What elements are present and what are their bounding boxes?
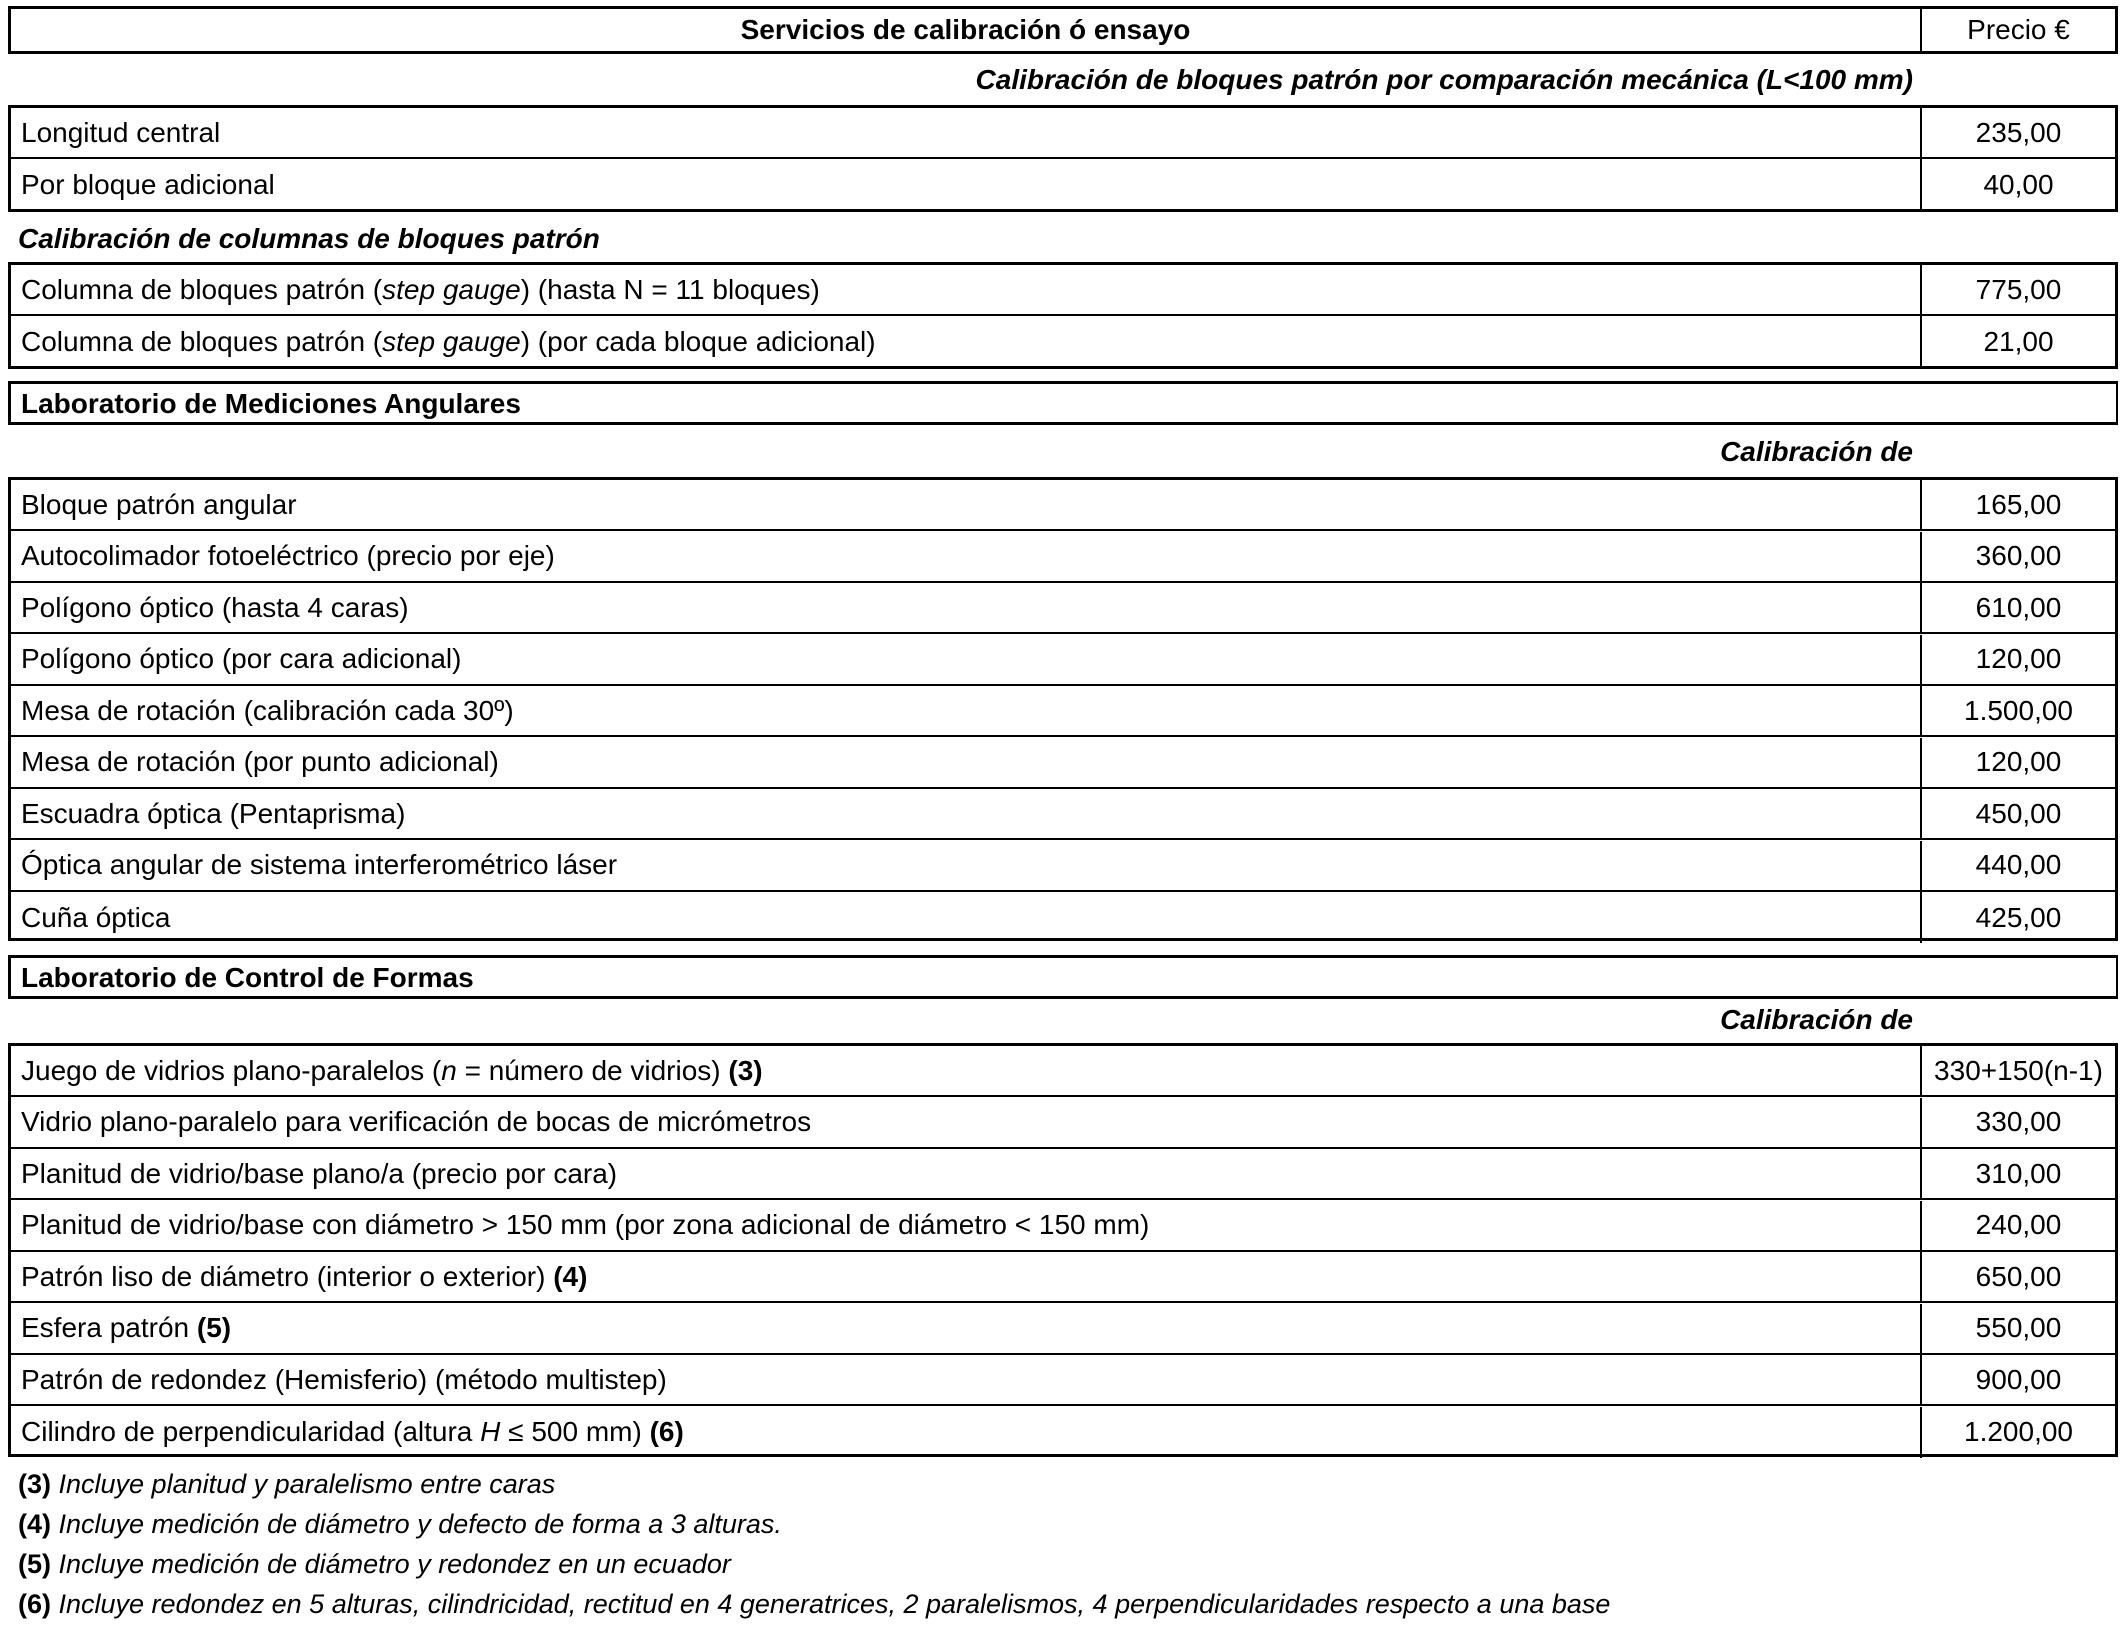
table-row	[11, 1046, 2115, 1097]
table-row	[11, 532, 2115, 583]
footnote: (3) Incluye planitud y paralelismo entre caras	[18, 1469, 556, 1499]
row-description: Mesa de rotación (calibración cada 30º)	[11, 686, 1922, 735]
column-header-price: Precio €	[1967, 14, 2070, 45]
row-price: 550,00	[1975, 1312, 2062, 1343]
row-price: 120,00	[1975, 746, 2062, 777]
row-description: Patrón de redondez (Hemisferio) (método multistep)	[11, 1355, 1922, 1404]
row-description: Planitud de vidrio/base plano/a (precio por cara)	[11, 1149, 1922, 1198]
row-description: Por bloque adicional	[11, 159, 1922, 210]
footnote: (5) Incluye medición de diámetro y redondez en un ecuador	[18, 1549, 731, 1579]
footnote: (6) Incluye redondez en 5 alturas, cilindricidad, rectitud en 4 generatrices, 2 paralelismos, 4 perpendicularidades respecto a una base	[18, 1589, 1611, 1619]
row-description: Mesa de rotación (por punto adicional)	[11, 738, 1922, 787]
table-blocks	[8, 105, 2118, 212]
table-forms	[8, 1043, 2118, 1457]
table-columns	[8, 262, 2118, 369]
table-row	[11, 1252, 2115, 1303]
row-description: Juego de vidrios plano-paralelos ( n = número de vidrios) (3)	[11, 1046, 1922, 1095]
column-header-service: Servicios de calibración ó ensayo	[11, 9, 1922, 51]
row-price: 21,00	[1983, 325, 2054, 357]
section-subtitle-angular: Calibración de	[1720, 436, 1913, 467]
row-price: 310,00	[1975, 1157, 2062, 1189]
table-row	[11, 841, 2115, 892]
row-price: 235,00	[1975, 116, 2062, 148]
row-price: 1.500,00	[1964, 694, 2073, 726]
section-title-columns: Calibración de columnas de bloques patrón	[18, 223, 600, 254]
footnote-ref: (4)	[553, 1260, 588, 1292]
row-price: 450,00	[1975, 797, 2062, 829]
row-price: 610,00	[1975, 591, 2062, 623]
row-description: Columna de bloques patrón ( step gauge ) (por cada bloque adicional)	[11, 316, 1922, 367]
table-row	[11, 1149, 2115, 1200]
lab-title-forms: Laboratorio de Control de Formas	[21, 962, 474, 993]
row-price: 40,00	[1983, 168, 2054, 200]
row-price: 120,00	[1975, 643, 2062, 674]
table-row	[11, 316, 2115, 367]
table-row	[11, 686, 2115, 737]
row-description: Escuadra óptica (Pentaprisma)	[11, 789, 1922, 838]
row-description: Polígono óptico (por cara adicional)	[11, 635, 1922, 684]
row-description: Autocolimador fotoeléctrico (precio por eje)	[11, 532, 1922, 581]
table-row	[11, 1201, 2115, 1252]
row-description: Óptica angular de sistema interferométrico láser	[11, 841, 1922, 890]
row-description: Polígono óptico (hasta 4 caras)	[11, 583, 1922, 632]
row-price: 240,00	[1975, 1209, 2062, 1240]
section-title-blocks: Calibración de bloques patrón por comparación mecánica (L<100 mm)	[975, 64, 1913, 95]
row-description: Planitud de vidrio/base con diámetro > 150 mm (por zona adicional de diámetro < 150 mm)	[11, 1201, 1922, 1250]
footnote-ref: (6)	[649, 1416, 684, 1447]
table-row	[11, 159, 2115, 210]
table-row	[11, 1304, 2115, 1355]
section-subtitle-forms: Calibración de	[1720, 1004, 1913, 1035]
table-row	[11, 1407, 2115, 1458]
row-price: 775,00	[1975, 273, 2062, 305]
row-price: 1.200,00	[1964, 1416, 2073, 1447]
row-price: 425,00	[1975, 901, 2062, 933]
lab-header-angular	[8, 381, 2118, 425]
row-price: 360,00	[1975, 540, 2062, 571]
table-angular	[8, 477, 2118, 941]
row-price: 900,00	[1975, 1363, 2062, 1395]
row-price: 330+150(n-1)	[1934, 1054, 2103, 1086]
row-price: 330,00	[1975, 1106, 2062, 1137]
table-row	[11, 892, 2115, 943]
lab-header-forms	[8, 955, 2118, 999]
row-description: Vidrio plano-paralelo para verificación de bocas de micrómetros	[11, 1098, 1922, 1147]
row-price: 440,00	[1975, 849, 2062, 880]
header-table	[8, 6, 2118, 54]
footnote-ref: (5)	[196, 1312, 232, 1343]
table-row	[11, 265, 2115, 316]
table-row	[11, 108, 2115, 159]
table-row	[11, 480, 2115, 531]
row-description: Columna de bloques patrón ( step gauge ) (hasta N = 11 bloques)	[11, 265, 1922, 314]
lab-title-angular: Laboratorio de Mediciones Angulares	[21, 388, 521, 419]
table-row	[11, 738, 2115, 789]
table-row	[11, 789, 2115, 840]
row-price: 165,00	[1975, 488, 2062, 520]
footnote-ref: (3)	[728, 1054, 763, 1086]
row-description: Cuña óptica	[11, 892, 1922, 943]
table-row	[11, 1098, 2115, 1149]
row-description: Patrón liso de diámetro (interior o exterior) (4)	[11, 1252, 1922, 1301]
row-description: Bloque patrón angular	[11, 480, 1922, 529]
footnote: (4) Incluye medición de diámetro y defecto de forma a 3 alturas.	[18, 1509, 782, 1539]
table-row	[11, 583, 2115, 634]
row-description: Esfera patrón (5)	[11, 1304, 1922, 1353]
table-row	[11, 1355, 2115, 1406]
row-price: 650,00	[1975, 1260, 2062, 1292]
row-description: Longitud central	[11, 108, 1922, 157]
table-row	[11, 635, 2115, 686]
row-description: Cilindro de perpendicularidad (altura H ≤ 500 mm) (6)	[11, 1407, 1922, 1458]
